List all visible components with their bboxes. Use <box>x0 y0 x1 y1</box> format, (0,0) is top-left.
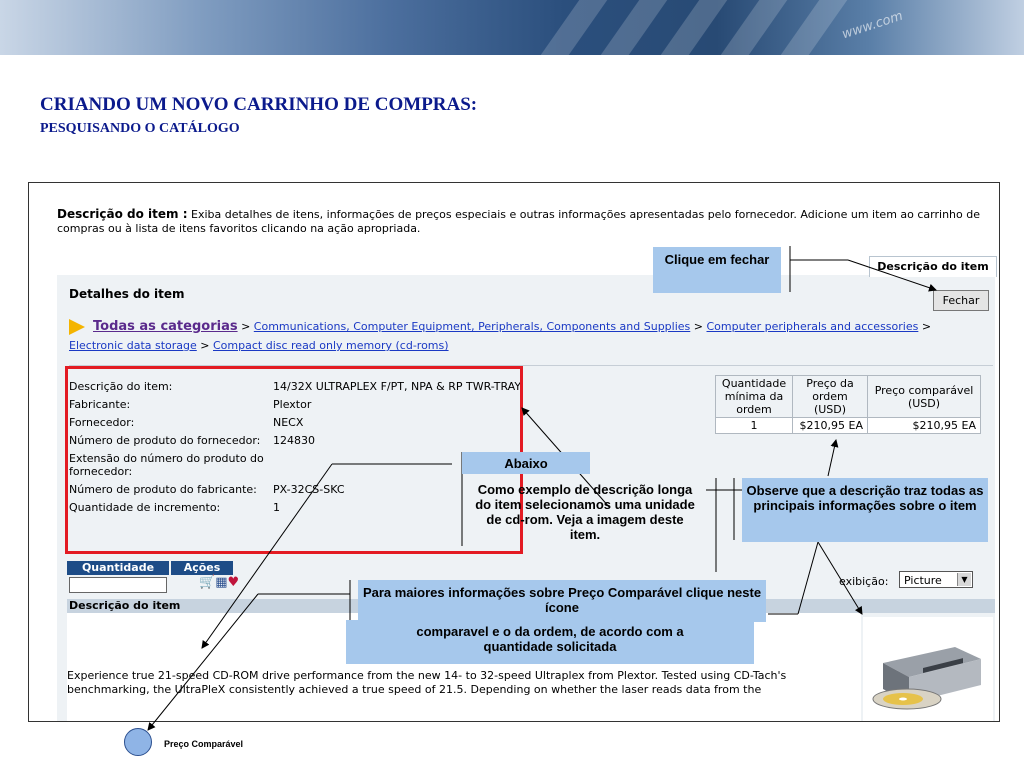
callout-price-1: Para maiores informações sobre Preço Comparável clique neste ícone <box>358 580 766 622</box>
details-title: Detalhes do item <box>69 287 185 301</box>
table-cell: $210,95 EA <box>868 418 981 434</box>
header-banner <box>0 0 1024 55</box>
callout-observe: Observe que a descrição traz todas as principais informações sobre o item <box>742 478 988 542</box>
table-cell: 1 <box>716 418 793 434</box>
display-select[interactable] <box>899 571 973 588</box>
cart-icon[interactable]: 🛒 <box>199 575 216 590</box>
display-value: Picture <box>904 574 942 587</box>
quantity-header: Quantidade <box>67 561 169 575</box>
slide-title: CRIANDO UM NOVO CARRINHO DE COMPRAS: <box>40 94 478 115</box>
display-label: exibição: <box>839 575 889 588</box>
breadcrumb-link[interactable]: Compact disc read only memory (cd-roms) <box>213 339 449 352</box>
breadcrumb-root[interactable]: Todas as categorias <box>93 319 238 334</box>
price-table <box>715 375 981 434</box>
callout-close: Clique em fechar <box>653 247 781 293</box>
col-header: Preço da ordem (USD) <box>793 376 868 418</box>
quantity-input[interactable] <box>69 577 167 593</box>
action-icons <box>199 575 239 591</box>
close-button[interactable]: Fechar <box>933 290 989 311</box>
attr-label: Fabricante: <box>69 398 131 411</box>
product-image <box>863 617 993 721</box>
callout-abaixo: Abaixo <box>462 452 590 474</box>
attr-label: Extensão do número do produto do fornecedor: <box>69 452 264 478</box>
legend-label: Preço Comparável <box>164 739 244 749</box>
highlight-box <box>65 366 523 554</box>
tab-item-description[interactable]: Descrição do item <box>869 256 997 277</box>
intro-body: Exiba detalhes de itens, informações de preços especiais e outras informações apresentadas pelo fornecedor. Adicione um item ao carrinho de compras ou à lista de itens favoritos clicando na ação apropriada. <box>57 208 980 235</box>
intro-text <box>57 207 997 236</box>
attr-value: Plextor <box>273 398 312 411</box>
description-header: Descrição do item <box>67 599 995 613</box>
attr-value: PX-32CS-SKC <box>273 483 345 496</box>
callout-price-2: comparavel e o da ordem, de acordo com a quantidade solicitada <box>346 620 754 664</box>
arrow-right-icon <box>69 319 85 335</box>
callout-example: Como exemplo de descrição longa do item selecionamos uma unidade de cd-rom. Veja a imagem deste item. <box>475 482 695 542</box>
table-cell: $210,95 EA <box>793 418 868 434</box>
slide-subtitle: PESQUISANDO O CATÁLOGO <box>40 121 240 136</box>
attr-label: Número de produto do fornecedor: <box>69 434 261 447</box>
table-row <box>716 418 981 434</box>
banner-watermark: www.com <box>840 8 905 43</box>
col-header: Quantidade mínima da ordem <box>716 376 793 418</box>
attr-label: Número de produto do fabricante: <box>69 483 257 496</box>
col-header: Preço comparável (USD) <box>868 376 981 418</box>
compare-icon[interactable]: ▦ <box>215 575 228 590</box>
description-text: Experience true 21-speed CD-ROM drive performance from the new 14- to 32-speed Ultraplex from Plextor. Tested using CD-Tach's benchmarking, the UltraPleX consistently achieved a true speed of 21.5. Depending on whether the laser reads data from the <box>67 669 787 696</box>
favorite-icon[interactable]: ♥ <box>227 575 240 590</box>
breadcrumb-link[interactable]: Communications, Computer Equipment, Peripherals, Components and Supplies <box>253 320 691 333</box>
actions-header: Ações <box>171 561 233 575</box>
attr-label: Quantidade de incremento: <box>69 501 221 514</box>
attr-value: 1 <box>273 501 280 514</box>
attr-label: Fornecedor: <box>69 416 135 429</box>
breadcrumb <box>69 317 989 355</box>
breadcrumb-sep: > <box>921 320 932 333</box>
breadcrumb-link[interactable]: Computer peripherals and accessories <box>706 320 919 333</box>
breadcrumb-sep: > <box>241 320 251 333</box>
attr-value: 124830 <box>273 434 315 447</box>
attr-value: NECX <box>273 416 304 429</box>
chevron-down-icon[interactable]: ▼ <box>957 573 971 586</box>
circle-icon <box>124 728 152 756</box>
attr-label: Descrição do item: <box>69 380 173 393</box>
breadcrumb-link[interactable]: Electronic data storage <box>69 339 197 352</box>
breadcrumb-sep: > <box>693 320 703 333</box>
breadcrumb-sep: > <box>200 339 210 352</box>
intro-label: Descrição do item : <box>57 207 188 221</box>
attr-value: 14/32X ULTRAPLEX F/PT, NPA & RP TWR-TRAY <box>273 380 522 393</box>
